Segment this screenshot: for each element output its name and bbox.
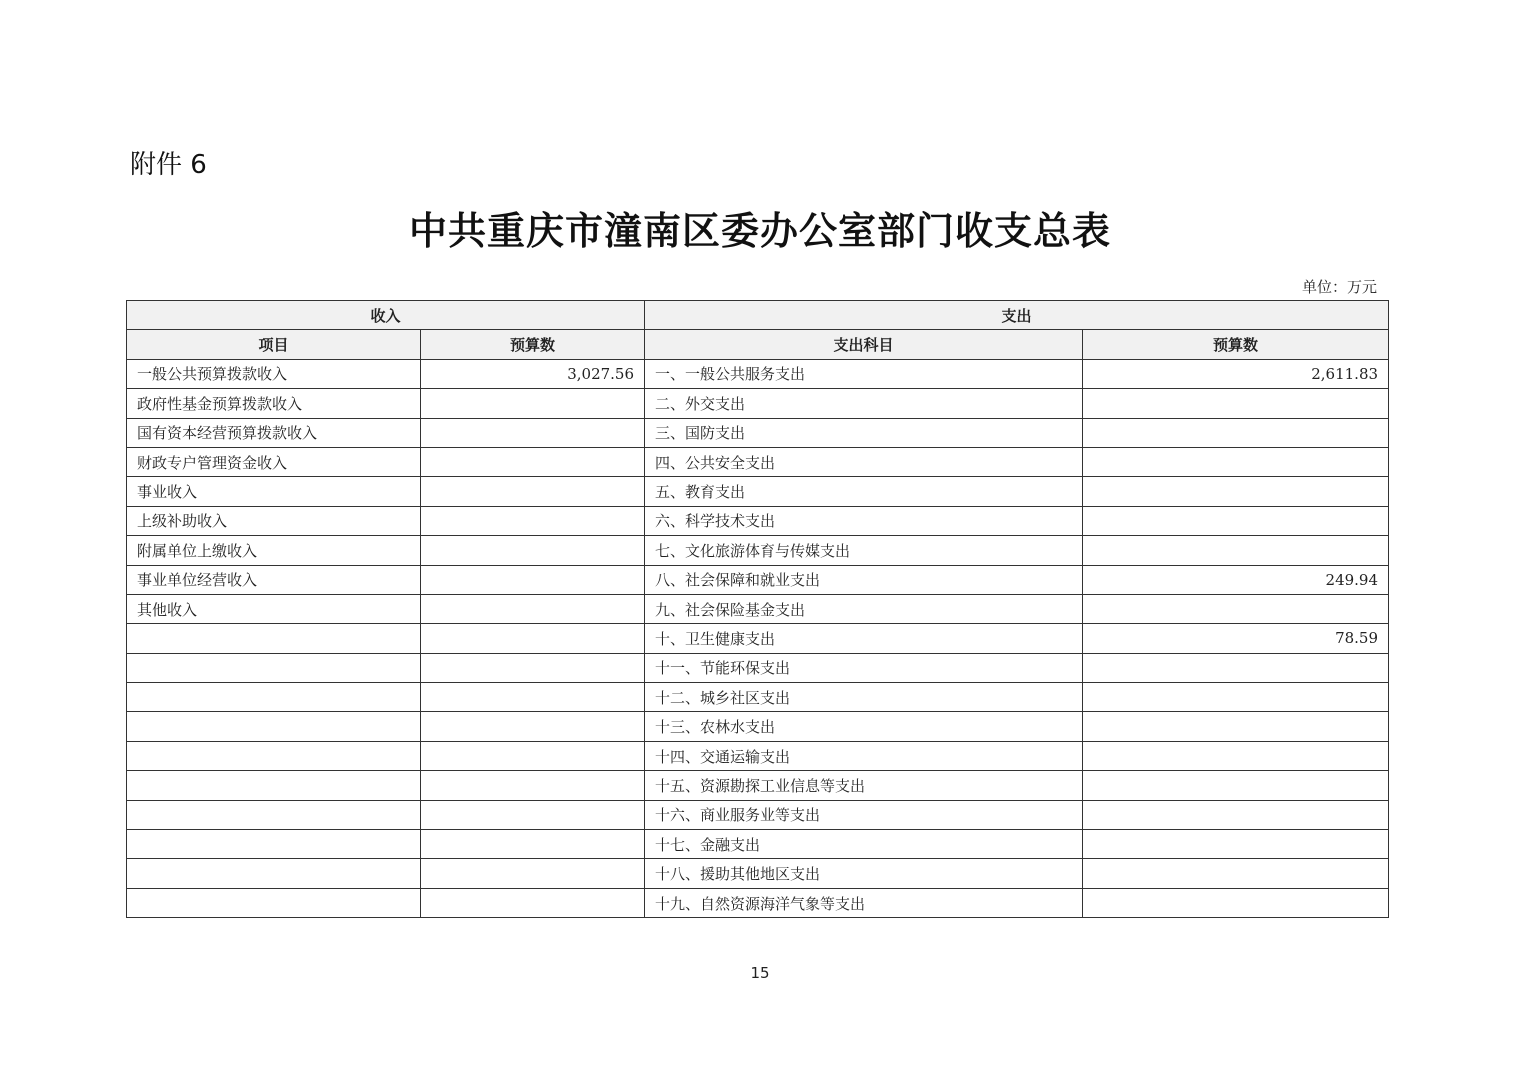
expense-budget-cell: 78.59	[1083, 624, 1389, 653]
table-row	[127, 888, 1389, 917]
expense-item-cell: 五、教育支出	[645, 477, 1083, 506]
expense-budget-cell	[1083, 447, 1389, 476]
table-row	[127, 800, 1389, 829]
income-budget-cell	[421, 594, 645, 623]
expense-item-cell: 十七、金融支出	[645, 830, 1083, 859]
income-budget-cell	[421, 477, 645, 506]
expense-item-cell: 十六、商业服务业等支出	[645, 800, 1083, 829]
income-budget-cell	[421, 712, 645, 741]
income-budget-cell	[421, 624, 645, 653]
budget-table	[126, 300, 1389, 918]
expense-budget-header: 预算数	[1083, 330, 1389, 359]
expense-item-header: 支出科目	[645, 330, 1083, 359]
income-budget-cell	[421, 389, 645, 418]
unit-label: 单位：万元	[1301, 278, 1377, 296]
expense-item-cell: 十五、资源勘探工业信息等支出	[645, 771, 1083, 800]
income-budget-cell	[421, 800, 645, 829]
income-budget-cell	[421, 830, 645, 859]
income-budget-cell	[421, 653, 645, 682]
expense-group-header: 支出	[645, 301, 1389, 330]
income-budget-cell	[421, 859, 645, 888]
table-row	[127, 506, 1389, 535]
income-budget-cell	[421, 447, 645, 476]
expense-item-cell: 六、科学技术支出	[645, 506, 1083, 535]
table-row	[127, 712, 1389, 741]
income-budget-cell	[421, 771, 645, 800]
income-item-cell	[127, 859, 421, 888]
table-body	[127, 359, 1389, 917]
income-item-header: 项目	[127, 330, 421, 359]
expense-budget-cell	[1083, 830, 1389, 859]
income-budget-cell	[421, 506, 645, 535]
expense-budget-cell	[1083, 389, 1389, 418]
income-item-cell: 一般公共预算拨款收入	[127, 359, 421, 388]
expense-budget-cell	[1083, 506, 1389, 535]
income-item-cell	[127, 741, 421, 770]
expense-budget-cell: 2,611.83	[1083, 359, 1389, 388]
income-budget-header: 预算数	[421, 330, 645, 359]
table-row	[127, 477, 1389, 506]
table-row	[127, 653, 1389, 682]
table-row	[127, 683, 1389, 712]
expense-budget-cell	[1083, 888, 1389, 917]
income-budget-cell	[421, 565, 645, 594]
table-row	[127, 536, 1389, 565]
page-number: 15	[750, 964, 770, 982]
income-budget-cell	[421, 536, 645, 565]
expense-budget-cell	[1083, 477, 1389, 506]
attachment-label: 附件 6	[130, 150, 207, 180]
income-group-header: 收入	[127, 301, 645, 330]
expense-budget-cell	[1083, 594, 1389, 623]
expense-budget-cell	[1083, 653, 1389, 682]
expense-item-cell: 十九、自然资源海洋气象等支出	[645, 888, 1083, 917]
expense-item-cell: 十八、援助其他地区支出	[645, 859, 1083, 888]
expense-item-cell: 九、社会保险基金支出	[645, 594, 1083, 623]
expense-item-cell: 二、外交支出	[645, 389, 1083, 418]
income-budget-cell	[421, 683, 645, 712]
income-item-cell	[127, 800, 421, 829]
expense-budget-cell: 249.94	[1083, 565, 1389, 594]
expense-item-cell: 十一、节能环保支出	[645, 653, 1083, 682]
page-title: 中共重庆市潼南区委办公室部门收支总表	[408, 208, 1111, 253]
expense-item-cell: 八、社会保障和就业支出	[645, 565, 1083, 594]
table-row	[127, 830, 1389, 859]
table-row	[127, 741, 1389, 770]
expense-item-cell: 一、一般公共服务支出	[645, 359, 1083, 388]
expense-budget-cell	[1083, 771, 1389, 800]
expense-budget-cell	[1083, 712, 1389, 741]
income-item-cell	[127, 653, 421, 682]
income-item-cell	[127, 771, 421, 800]
expense-item-cell: 十四、交通运输支出	[645, 741, 1083, 770]
income-item-cell: 上级补助收入	[127, 506, 421, 535]
expense-budget-cell	[1083, 741, 1389, 770]
table-row	[127, 447, 1389, 476]
expense-item-cell: 十、卫生健康支出	[645, 624, 1083, 653]
expense-item-cell: 七、文化旅游体育与传媒支出	[645, 536, 1083, 565]
income-budget-cell: 3,027.56	[421, 359, 645, 388]
expense-budget-cell	[1083, 859, 1389, 888]
expense-item-cell: 三、国防支出	[645, 418, 1083, 447]
income-budget-cell	[421, 418, 645, 447]
income-budget-cell	[421, 741, 645, 770]
income-item-cell: 财政专户管理资金收入	[127, 447, 421, 476]
income-item-cell: 其他收入	[127, 594, 421, 623]
table-row	[127, 624, 1389, 653]
income-item-cell: 国有资本经营预算拨款收入	[127, 418, 421, 447]
income-item-cell: 政府性基金预算拨款收入	[127, 389, 421, 418]
table-row	[127, 771, 1389, 800]
income-item-cell	[127, 830, 421, 859]
expense-item-cell: 十二、城乡社区支出	[645, 683, 1083, 712]
table-row	[127, 389, 1389, 418]
income-item-cell: 事业收入	[127, 477, 421, 506]
income-item-cell	[127, 888, 421, 917]
table-row	[127, 859, 1389, 888]
income-budget-cell	[421, 888, 645, 917]
expense-item-cell: 十三、农林水支出	[645, 712, 1083, 741]
table-row	[127, 565, 1389, 594]
income-item-cell: 事业单位经营收入	[127, 565, 421, 594]
table-row	[127, 359, 1389, 388]
table-row	[127, 418, 1389, 447]
income-item-cell	[127, 712, 421, 741]
group-header-row	[127, 301, 1389, 330]
income-item-cell	[127, 683, 421, 712]
column-header-row	[127, 330, 1389, 359]
expense-budget-cell	[1083, 418, 1389, 447]
table-row	[127, 594, 1389, 623]
income-item-cell	[127, 624, 421, 653]
income-item-cell: 附属单位上缴收入	[127, 536, 421, 565]
expense-item-cell: 四、公共安全支出	[645, 447, 1083, 476]
expense-budget-cell	[1083, 536, 1389, 565]
expense-budget-cell	[1083, 683, 1389, 712]
expense-budget-cell	[1083, 800, 1389, 829]
